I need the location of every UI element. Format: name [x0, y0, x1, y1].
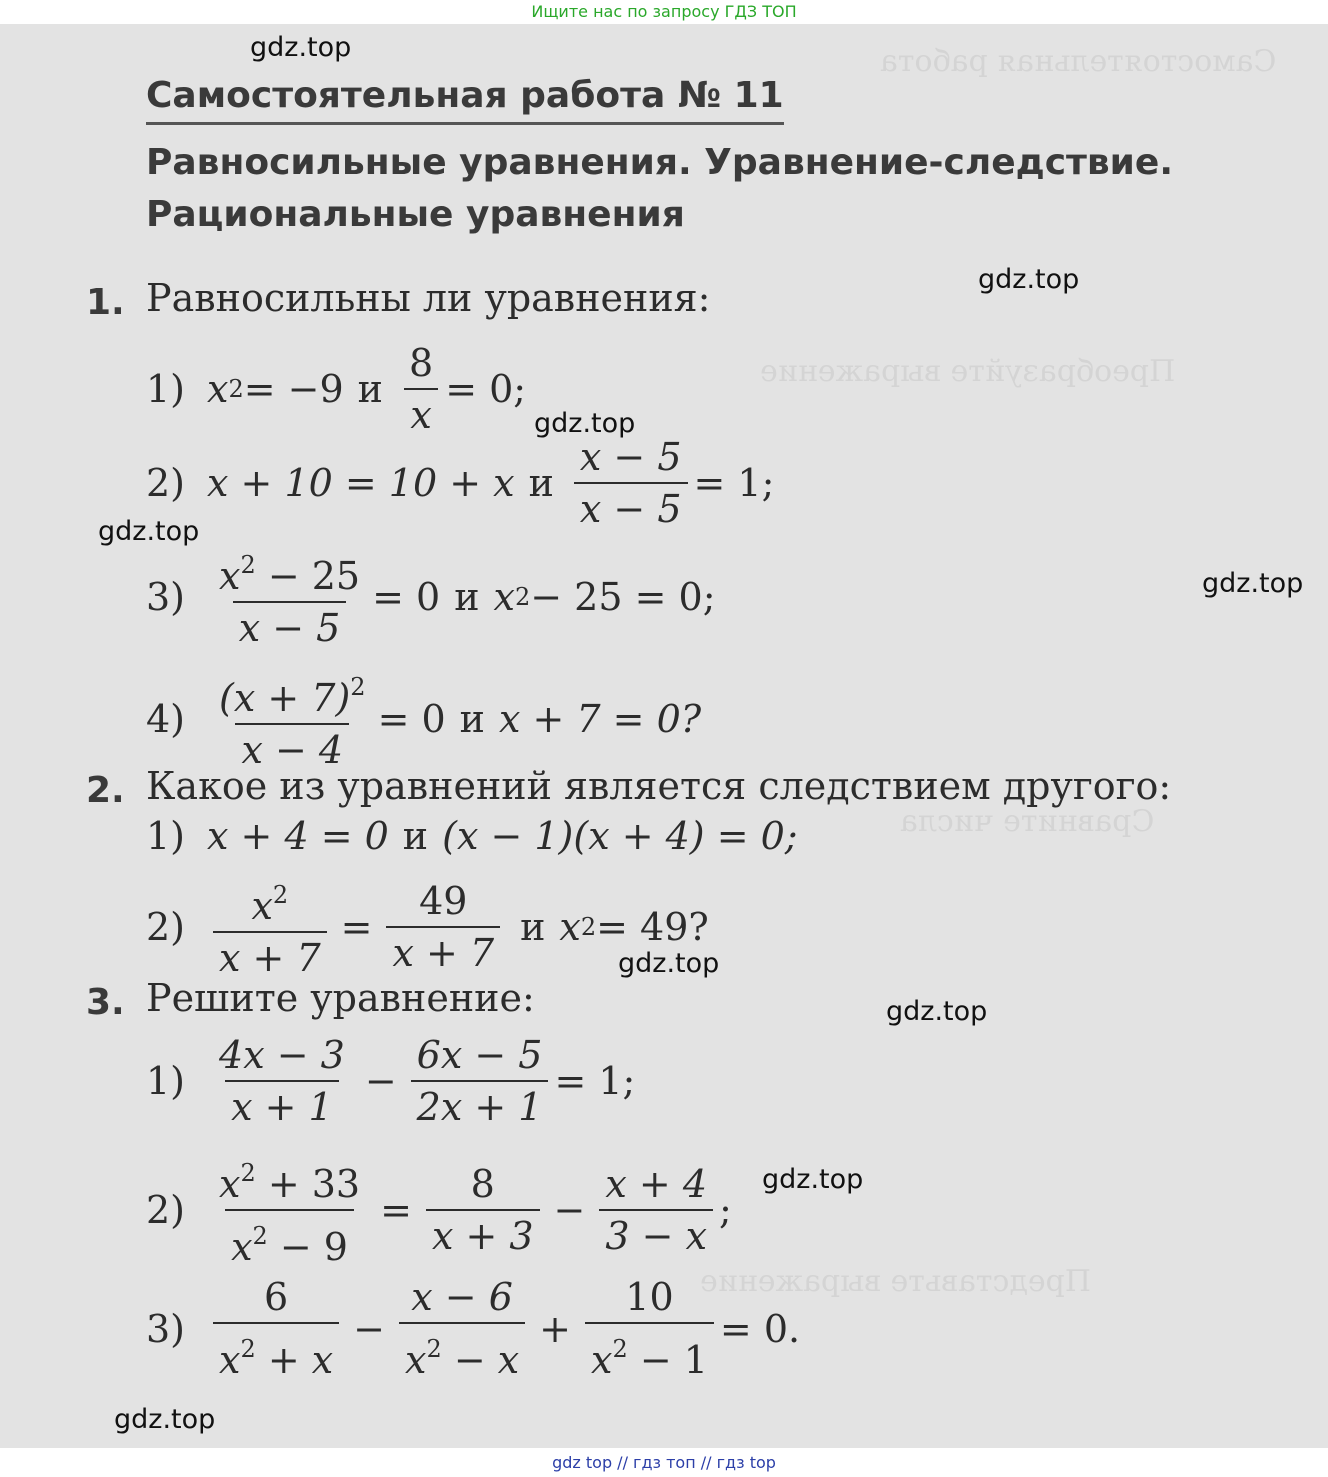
- math-text: = −9: [243, 367, 344, 411]
- bleed-through-text: Сравните числа: [900, 804, 1155, 839]
- bleed-through-text: Преобразуйте выражение: [760, 354, 1176, 389]
- numerator: x − 6: [411, 1275, 513, 1319]
- math-text: x: [219, 1338, 241, 1382]
- bleed-through-text: Представьте выражение: [700, 1264, 1091, 1299]
- item-number: 1): [146, 367, 186, 411]
- denominator: x + 3: [426, 1209, 540, 1259]
- equation-item: [146, 872, 709, 981]
- conjunction: и: [454, 574, 480, 619]
- fraction: [403, 340, 439, 438]
- operator: =: [340, 904, 373, 949]
- numerator: 49: [419, 878, 468, 923]
- denominator: x − 4: [235, 723, 349, 773]
- task-text: Равносильны ли уравнения:: [146, 276, 711, 320]
- conjunction: и: [402, 814, 429, 858]
- fraction: [213, 872, 327, 981]
- item-number: 2): [146, 904, 186, 949]
- fraction: [585, 1274, 714, 1383]
- math-text: + x: [255, 1338, 334, 1382]
- denominator: x + 1: [225, 1080, 339, 1130]
- task-number: 3.: [86, 982, 125, 1023]
- exponent: 2: [514, 582, 531, 611]
- numerator: 10: [625, 1275, 674, 1319]
- exponent: 2: [612, 1335, 628, 1363]
- math-text: = 0: [377, 696, 446, 741]
- operator: =: [380, 1188, 412, 1232]
- math-text: = 1;: [693, 461, 775, 505]
- fraction: [213, 1150, 366, 1270]
- math-text: x: [251, 884, 273, 928]
- numerator: 6x − 5: [416, 1033, 543, 1077]
- numerator: x + 4: [605, 1162, 707, 1206]
- math-text: x: [493, 574, 515, 619]
- fraction: [213, 542, 366, 651]
- exponent: 2: [240, 1159, 256, 1187]
- math-text: x: [591, 1338, 613, 1382]
- operator: −: [553, 1188, 586, 1232]
- fraction: [213, 1032, 351, 1130]
- math-text: x: [559, 904, 581, 949]
- exponent: 2: [240, 1335, 256, 1363]
- watermark: gdz.top: [534, 408, 636, 439]
- numerator: 8: [409, 341, 434, 385]
- conjunction: и: [520, 904, 546, 949]
- item-number: 2): [146, 461, 186, 505]
- numerator: x − 5: [579, 435, 682, 479]
- watermark: gdz.top: [618, 948, 720, 979]
- math-text: (x + 7): [219, 676, 351, 720]
- fraction: [213, 1274, 339, 1383]
- item-number: 3): [146, 574, 186, 619]
- item-number: 1): [146, 1059, 186, 1103]
- denominator: 2x + 1: [411, 1080, 549, 1130]
- fraction: [386, 878, 500, 976]
- math-text: = 0.: [719, 1306, 801, 1351]
- exponent: 2: [272, 881, 289, 909]
- math-text: − 25 = 0;: [530, 574, 716, 619]
- top-banner[interactable]: Ищите нас по запросу ГДЗ ТОП: [531, 2, 797, 21]
- watermark: gdz.top: [1202, 568, 1304, 599]
- fraction: [426, 1161, 540, 1259]
- denominator: x − 5: [574, 482, 688, 532]
- bleed-through-text: Самостоятельная работа: [880, 44, 1277, 79]
- task-number: 2.: [86, 770, 125, 811]
- math-text: = 0: [372, 574, 441, 619]
- math-text: x: [405, 1338, 427, 1382]
- watermark: gdz.top: [886, 996, 988, 1027]
- numerator: 6: [264, 1275, 289, 1319]
- fraction: [213, 664, 372, 773]
- task-number: 1.: [86, 282, 125, 323]
- equation-item: [146, 434, 774, 532]
- watermark: gdz.top: [250, 32, 352, 63]
- math-text: x: [231, 1225, 253, 1269]
- watermark: gdz.top: [98, 516, 200, 547]
- watermark: gdz.top: [114, 1404, 216, 1435]
- operator: −: [353, 1306, 386, 1351]
- equation-item: [146, 1032, 635, 1130]
- task-text: Решите уравнение:: [146, 976, 535, 1020]
- exponent: 2: [580, 912, 597, 941]
- watermark: gdz.top: [978, 264, 1080, 295]
- fraction: [411, 1032, 549, 1130]
- denominator: x: [404, 388, 437, 438]
- math-text: x: [219, 554, 241, 598]
- exponent: 2: [426, 1335, 442, 1363]
- math-text: = 0;: [445, 367, 527, 411]
- conjunction: и: [528, 461, 554, 505]
- math-text: − 1: [627, 1338, 708, 1382]
- fraction: [399, 1274, 525, 1383]
- numerator: 4x − 3: [219, 1033, 345, 1077]
- numerator: 8: [470, 1162, 495, 1206]
- exponent: 2: [350, 673, 366, 701]
- math-text: = 1;: [554, 1059, 636, 1103]
- exponent: 2: [228, 375, 244, 403]
- math-text: x: [219, 1162, 241, 1206]
- equation-item: [146, 1274, 800, 1383]
- fraction: [599, 1161, 713, 1259]
- equation-item: [146, 814, 798, 858]
- fraction: [574, 434, 688, 532]
- page-title: Самостоятельная работа № 11: [146, 75, 784, 125]
- watermark: gdz.top: [762, 1164, 864, 1195]
- operator: +: [539, 1306, 572, 1351]
- math-text: − 9: [267, 1225, 348, 1269]
- denominator: x + 7: [213, 931, 327, 981]
- exponent: 2: [240, 551, 256, 579]
- math-text: x + 7 = 0?: [499, 696, 702, 741]
- conjunction: и: [459, 696, 485, 741]
- math-text: (x − 1)(x + 4) = 0;: [442, 814, 798, 858]
- denominator: x + 7: [386, 926, 500, 976]
- equation-item: [146, 340, 526, 438]
- math-text: = 49?: [596, 904, 709, 949]
- math-text: x + 4 = 0: [207, 814, 389, 858]
- math-text: − x: [441, 1338, 520, 1382]
- task-heading: [146, 764, 1171, 808]
- item-number: 4): [146, 696, 186, 741]
- item-number: 2): [146, 1188, 186, 1232]
- section-subtitle: Равносильные уравнения. Уравнение-следствие. Рациональные уравнения: [146, 142, 1174, 235]
- math-text: ;: [719, 1188, 732, 1232]
- operator: −: [364, 1059, 397, 1103]
- equation-item: [146, 542, 716, 651]
- math-text: x: [207, 367, 229, 411]
- math-text: − 25: [255, 554, 361, 598]
- task-text: Какое из уравнений является следствием другого:: [146, 764, 1172, 808]
- conjunction: и: [357, 367, 383, 411]
- math-text: x + 10 = 10 + x: [207, 461, 515, 505]
- math-text: + 33: [255, 1162, 361, 1206]
- task-heading: [146, 976, 535, 1020]
- denominator: 3 − x: [599, 1209, 713, 1259]
- equation-item: [146, 664, 701, 773]
- item-number: 1): [146, 814, 186, 858]
- item-number: 3): [146, 1306, 186, 1351]
- equation-item: [146, 1150, 732, 1270]
- task-heading: [146, 276, 710, 320]
- exponent: 2: [252, 1222, 268, 1250]
- denominator: x − 5: [233, 601, 347, 651]
- bottom-banner[interactable]: gdz top // гдз топ // гдз top: [552, 1453, 776, 1472]
